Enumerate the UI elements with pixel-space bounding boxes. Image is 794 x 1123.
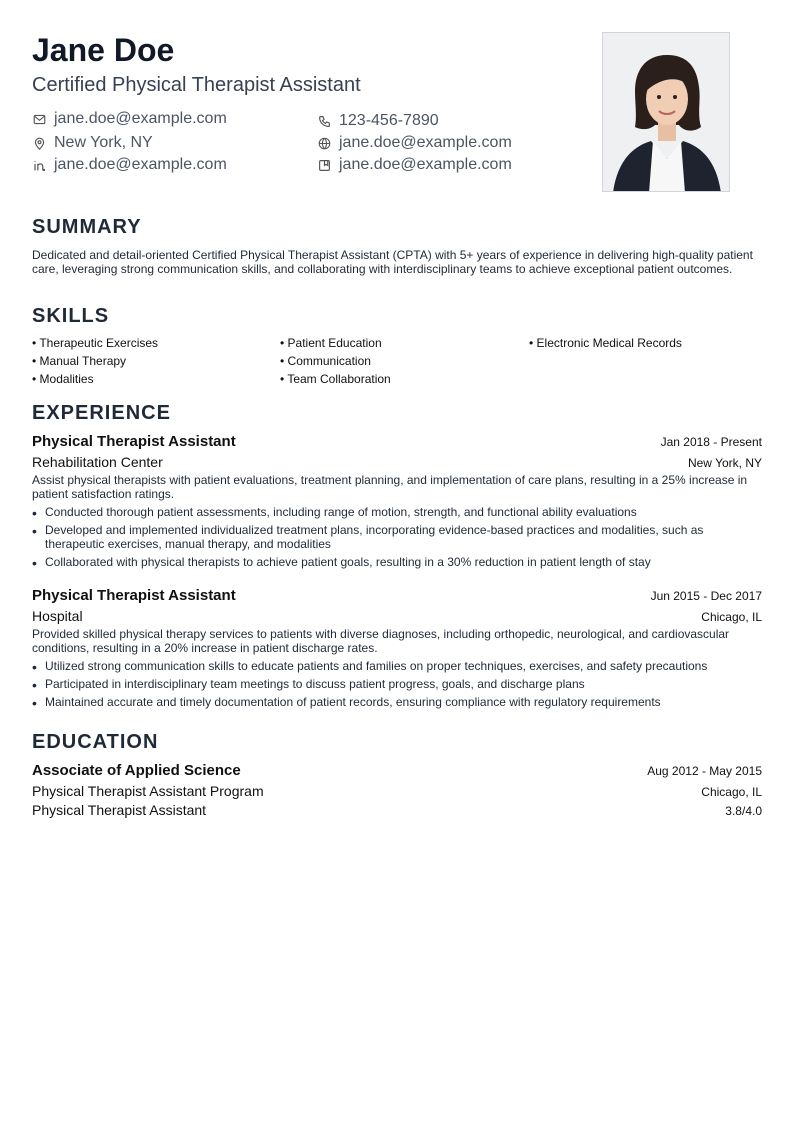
linkedin-icon — [32, 158, 46, 172]
contact-portfolio[interactable] — [317, 156, 512, 174]
job-description: Provided skilled physical therapy services to patients with diverse diagnoses, including orthopedic, neurological, and cardiovascular conditions, resulting in a 20% increase in patient discharge rates. — [32, 627, 730, 655]
contact-linkedin-text: jane.doe@example.com — [54, 156, 227, 173]
education-program: Physical Therapist Assistant Program — [32, 783, 264, 799]
contact-website-text: jane.doe@example.com — [339, 134, 512, 151]
job-title: Physical Therapist Assistant — [32, 587, 236, 604]
job-dates: Jan 2018 - Present — [660, 435, 762, 449]
job-location: Chicago, IL — [701, 610, 762, 624]
skill-item: • Electronic Medical Records — [529, 336, 682, 350]
skill-item: • Manual Therapy — [32, 354, 126, 368]
education-dates: Aug 2012 - May 2015 — [647, 764, 762, 778]
location-icon — [32, 136, 46, 150]
education-heading: EDUCATION — [32, 731, 159, 753]
education-location: Chicago, IL — [701, 785, 762, 799]
candidate-name: Jane Doe — [32, 32, 175, 68]
list-item: • Developed and implemented individualized treatment plans, incorporating evidence-based practices and modalities, such as therapeutic exercises, manual therapy, and modalities — [32, 523, 762, 551]
job-title: Physical Therapist Assistant — [32, 433, 236, 450]
experience-heading: EXPERIENCE — [32, 402, 171, 424]
contact-email[interactable] — [32, 110, 227, 128]
skill-item: • Communication — [280, 354, 371, 368]
contact-portfolio-text: jane.doe@example.com — [339, 156, 512, 173]
profile-photo — [602, 32, 730, 192]
skill-item: • Therapeutic Exercises — [32, 336, 158, 350]
contact-phone[interactable] — [317, 112, 439, 130]
contact-linkedin[interactable] — [32, 156, 227, 174]
contact-phone-text: 123-456-7890 — [339, 112, 439, 129]
avatar — [603, 33, 730, 192]
contact-location — [32, 134, 153, 152]
skills-heading: SKILLS — [32, 305, 110, 327]
list-item: • Maintained accurate and timely documentation of patient records, ensuring compliance with regulatory requirements — [32, 695, 762, 709]
list-item: • Participated in interdisciplinary team meetings to discuss patient progress, goals, and discharge plans — [32, 677, 762, 691]
experience-entry — [32, 433, 762, 573]
job-bullets — [32, 505, 762, 569]
list-item: • Conducted thorough patient assessments, including range of motion, strength, and functional ability evaluations — [32, 505, 762, 519]
resume-header — [32, 30, 592, 98]
skill-item: • Patient Education — [280, 336, 382, 350]
job-company: Hospital — [32, 608, 83, 624]
candidate-title: Certified Physical Therapist Assistant — [32, 74, 361, 96]
phone-icon — [317, 114, 331, 128]
education-field: Physical Therapist Assistant — [32, 802, 207, 818]
contact-email-text: jane.doe@example.com — [54, 110, 227, 127]
education-gpa: 3.8/4.0 — [725, 804, 762, 818]
job-bullets — [32, 659, 762, 709]
job-location: New York, NY — [687, 456, 762, 470]
globe-icon — [317, 136, 331, 150]
contact-website[interactable] — [317, 134, 512, 152]
summary-heading: SUMMARY — [32, 216, 142, 238]
experience-entry — [32, 587, 762, 713]
skill-item: • Team Collaboration — [280, 372, 391, 386]
bookmark-icon — [317, 158, 331, 172]
list-item: • Utilized strong communication skills to educate patients and families on proper techniques, exercises, and safety precautions — [32, 659, 762, 673]
contact-location-text: New York, NY — [54, 134, 153, 151]
degree-title: Associate of Applied Science — [32, 762, 241, 779]
summary-text: Dedicated and detail-oriented Certified Physical Therapist Assistant (CPTA) with 5+ years of experience in delivering high-quality patient care, leveraging strong communication skills, and collaborating with interdisciplinary teams to achieve exceptional patient outcomes. — [32, 248, 753, 276]
mail-icon — [32, 112, 46, 126]
job-company: Rehabilitation Center — [32, 454, 163, 470]
education-entry — [32, 762, 762, 818]
job-description: Assist physical therapists with patient evaluations, treatment planning, and implementation of care plans, resulting in a 25% increase in patient satisfaction ratings. — [32, 473, 748, 501]
list-item: • Collaborated with physical therapists to achieve patient goals, resulting in a 30% reduction in patient length of stay — [32, 555, 762, 569]
job-dates: Jun 2015 - Dec 2017 — [650, 589, 762, 603]
skill-item: • Modalities — [32, 372, 94, 386]
